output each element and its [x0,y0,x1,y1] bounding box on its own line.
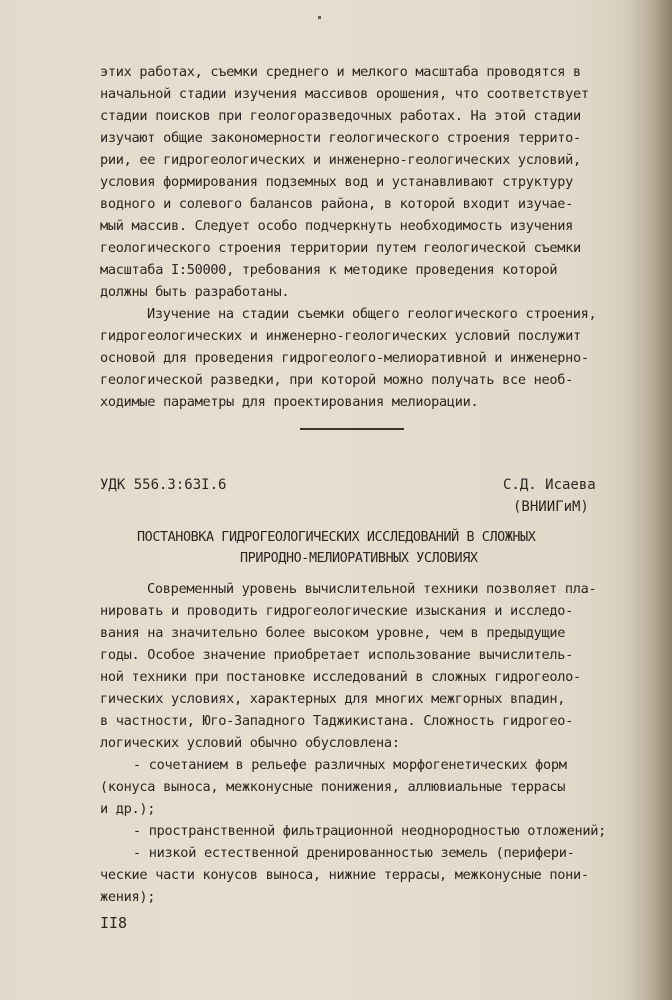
list-item: - пространственной фильтрационной неоднородностью отложений; [133,823,607,839]
text-line: логических условий обычно обусловлена: [100,735,400,751]
list-item-continued: ческие части конусов выноса, нижние террасы, межконусные пони- [100,867,589,883]
text-line: Современный уровень вычислительной техники позволяет пла- [147,581,597,597]
text-line: мый массив. Следует особо подчеркнуть необходимость изучения [100,218,574,234]
author-affiliation: (ВНИИГиМ) [513,499,589,515]
text-line: ходимые параметры для проектирования мелиорации. [100,394,479,410]
text-line: основой для проведения гидрогеолого-мелиоративной и инженерно- [100,350,589,366]
text-line: рии, ее гидрогеологических и инженерно-геологических условий, [100,152,581,168]
text-line: условия формирования подземных вод и устанавливают структуру [100,174,574,190]
text-line: нировать и проводить гидрогеологические изыскания и исследо- [100,603,574,619]
text-line: масштаба I:50000, требования к методике проведения которой [100,262,558,278]
page-number: II8 [100,914,128,932]
text-line: геологической разведки, при которой можно получать все необ- [100,372,574,388]
udc-code: УДК 556.3:63I.6 [100,477,227,493]
text-line: этих работах, съемки среднего и мелкого масштаба проводятся в [100,64,581,80]
text-line: стадии поисков при геологоразведочных работах. На этой стадии [100,108,581,124]
section-divider [300,428,404,430]
list-item-continued: жения); [100,889,156,905]
list-item: - сочетанием в рельефе различных морфогенетических форм [133,757,567,773]
list-item: - низкой естественной дренированностью земель (перифери- [133,845,575,861]
scan-mark [318,16,321,19]
article-title: ПОСТАНОВКА ГИДРОГЕОЛОГИЧЕСКИХ ИССЛЕДОВАНИЙ В СЛОЖНЫХ [137,530,536,545]
text-line: ной техники при постановке исследований в сложных гидрогеоло- [100,669,581,685]
list-item-continued: (конуса выноса, межконусные понижения, аллювиальные террасы [100,779,566,795]
author-name: С.Д. Исаева [503,477,596,493]
list-item-continued: и др.); [100,801,156,817]
text-line: гидрогеологических и инженерно-геологических условий послужит [100,328,581,344]
text-line: начальной стадии изучения массивов орошения, что соответствует [100,86,589,102]
text-line: изучают общие закономерности геологического строения террито- [100,130,581,146]
text-line: вания на значительно более высоком уровне, чем в предыдущие [100,625,566,641]
text-line: в частности, Юго-Западного Таджикистана. Сложность гидрогео- [100,713,574,729]
text-line: годы. Особое значение приобретает использование вычислитель- [100,647,574,663]
text-line: Изучение на стадии съемки общего геологического строения, [147,306,597,322]
text-line: должны быть разработаны. [100,284,290,300]
text-line: гических условиях, характерных для многих межгорных впадин, [100,691,566,707]
text-line: водного и солевого балансов района, в которой входит изучае- [100,196,574,212]
text-line: геологического строения территории путем геологической съемки [100,240,581,256]
article-title-continued: ПРИРОДНО-МЕЛИОРАТИВНЫХ УСЛОВИЯХ [240,551,478,566]
